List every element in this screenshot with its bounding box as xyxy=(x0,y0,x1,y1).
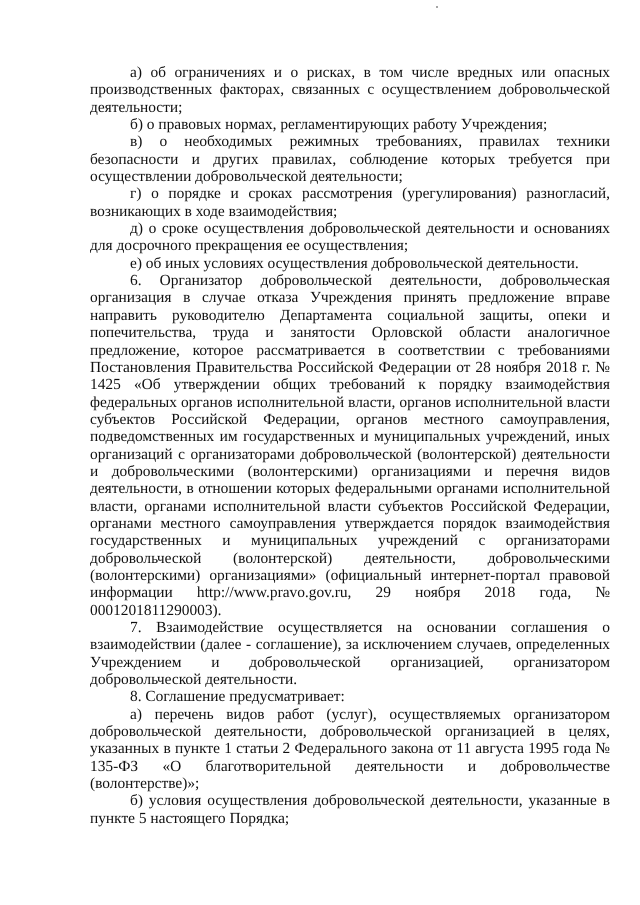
clause-8-item-b: б) условия осуществления добровольческой деятельности, указанные в пункте 5 настоящего Порядка; xyxy=(90,792,610,827)
item-v-requirements: в) о необходимых режимных требованиях, правилах техники безопасности и других правилах, соблюдение которых требуется при осуществлении добровольческой деятельности; xyxy=(90,133,610,186)
scan-speck xyxy=(436,6,438,8)
item-e-other-conditions: е) об иных условиях осуществления добровольческой деятельности. xyxy=(130,254,579,272)
item-d-term: д) о сроке осуществления добровольческой деятельности и основаниях для досрочного прекращения ее осуществления; xyxy=(90,220,610,255)
clause-6: 6. Организатор добровольческой деятельности, добровольческая организация в случае отказа Учреждения принять предложение вправе направить руководителю Департамента социальной защиты, опеки и попечительства, труда и занятости Орловской области аналогичное предложение, которое рассматривается в соответствии с требованиями Постановления Правительства Российской Федерации от 28 ноября 2018 г. № 1425 «Об утверждении общих требований к порядку взаимодействия федеральных органов исполнительной власти, органов исполнительной власти субъектов Российской Федерации, органов местного самоуправления, подведомственных им государственных и муниципальных учреждений, иных организаций с организаторами добровольческой (волонтерской) деятельности и добровольческими (волонтерскими) организациями и перечня видов деятельности, в отношении которых федеральными органами исполнительной власти, органами исполнительной власти субъектов Российской Федерации, органами местного самоуправления утверждается порядок взаимодействия государственных и муниципальных учреждений с организаторами добровольческой (волонтерской) деятельности, добровольческими (волонтерскими) организациями» (официальный интернет-портал правовой информации http://www.pravo.gov.ru, 29 ноября 2018 года, № 0001201811290003). xyxy=(90,272,610,619)
document-page xyxy=(90,64,610,827)
item-g-disputes: г) о порядке и сроках рассмотрения (урегулирования) разногласий, возникающих в ходе взаимодействия; xyxy=(90,185,610,220)
clause-7: 7. Взаимодействие осуществляется на основании соглашения о взаимодействии (далее - соглашение), за исключением случаев, определенных Учреждением и добровольческой организацией, организатором добровольческой деятельности. xyxy=(90,619,610,689)
item-a-restrictions: а) об ограничениях и о рисках, в том числе вредных или опасных производственных факторах, связанных с осуществлением добровольческой деятельности; xyxy=(90,64,610,116)
item-b-legal-norms: б) о правовых нормах, регламентирующих работу Учреждения; xyxy=(130,116,548,134)
clause-8-item-a: а) перечень видов работ (услуг), осуществляемых организатором добровольческой деятельности, добровольческой организацией в целях, указанных в пункте 1 статьи 2 Федерального закона от 11 августа 1995 года № 135-ФЗ «О благотворительной деятельности и добровольчестве (волонтерстве)»; xyxy=(90,705,610,793)
clause-8-heading: 8. Соглашение предусматривает: xyxy=(130,688,345,706)
